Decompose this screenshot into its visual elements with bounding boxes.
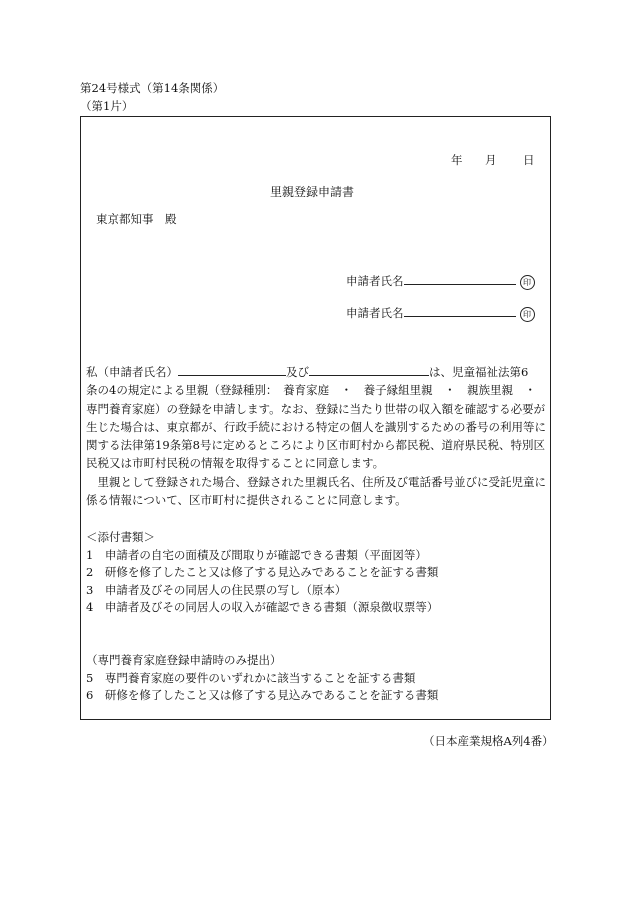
attachments-heading: ＜添付書類＞ [86,530,155,544]
statement-line: 民税又は市町村民税の情報を取得することに同意します。 [86,456,385,471]
applicant-name-blank-1[interactable] [178,363,286,376]
applicant-name-blank-2[interactable] [309,363,429,376]
paper-size-note: （日本産業規格A列4番） [423,734,554,748]
attachment-item: 4 申請者及びその同居人の収入が確認できる書類（源泉徴収票等） [86,600,439,614]
special-section [86,652,438,705]
document-title: 里親登録申請書 [270,185,355,199]
law-reference: は、児童福祉法第6 [429,365,529,379]
date-day: 日 [523,153,535,167]
page-label: （第1片） [80,99,134,113]
date-month: 月 [485,153,497,167]
date-year: 年 [451,153,463,167]
and-text: 及び [286,365,309,379]
applicant-label: 申請者氏名 [346,274,404,288]
applicant-name-field[interactable] [404,272,516,285]
applicant-label: 申請者氏名 [346,306,404,320]
attachment-item: 1 申請者の自宅の面積及び間取りが確認できる書類（平面図等） [86,547,427,562]
statement-line: 条の4の規定による里親（登録種別： 養育家庭 ・ 養子縁組里親 ・ 親族里親 ・ [86,383,537,398]
statement-line: 係る情報について、区市町村に提供されることに同意します。 [86,493,407,508]
statement-line: 生じた場合は、東京都が、行政手続における特定の個人を識別するための番号の利用等に [86,419,546,434]
attachment-item: 3 申請者及びその同居人の住民票の写し（原本） [86,582,347,597]
addressee: 東京都知事 殿 [96,212,177,226]
seal-mark: 印 [520,307,535,322]
special-heading: （専門養育家庭登録申請時のみ提出） [86,653,282,667]
attachment-item: 2 研修を修了したこと又は修了する見込みであることを証する書類 [86,565,439,579]
seal-mark: 印 [520,275,535,290]
applicant-name-field[interactable] [404,304,516,317]
statement-line: 里親として登録された場合、登録された里親氏名、住所及び電話番号並びに受託児童に [86,474,546,489]
statement-line: 関する法律第19条第8号に定めるところにより区市町村から都民税、道府県民税、特別区 [86,438,545,453]
attachments-section [86,529,438,617]
statement-line-1 [86,363,548,381]
special-item: 6 研修を修了したこと又は修了する見込みであることを証する書類 [86,688,439,702]
applicant-row-1 [346,272,535,290]
application-statement [86,363,548,509]
applicant-row-2 [346,304,535,322]
form-number: 第24号様式（第14条関係） [80,81,225,95]
special-item: 5 専門養育家庭の要件のいずれかに該当することを証する書類 [86,670,416,685]
applicant-prefix: 私（申請者氏名） [86,365,178,379]
statement-line: 専門養育家庭）の登録を申請します。なお、登録に当たり世帯の収入額を確認する必要が [86,401,546,416]
